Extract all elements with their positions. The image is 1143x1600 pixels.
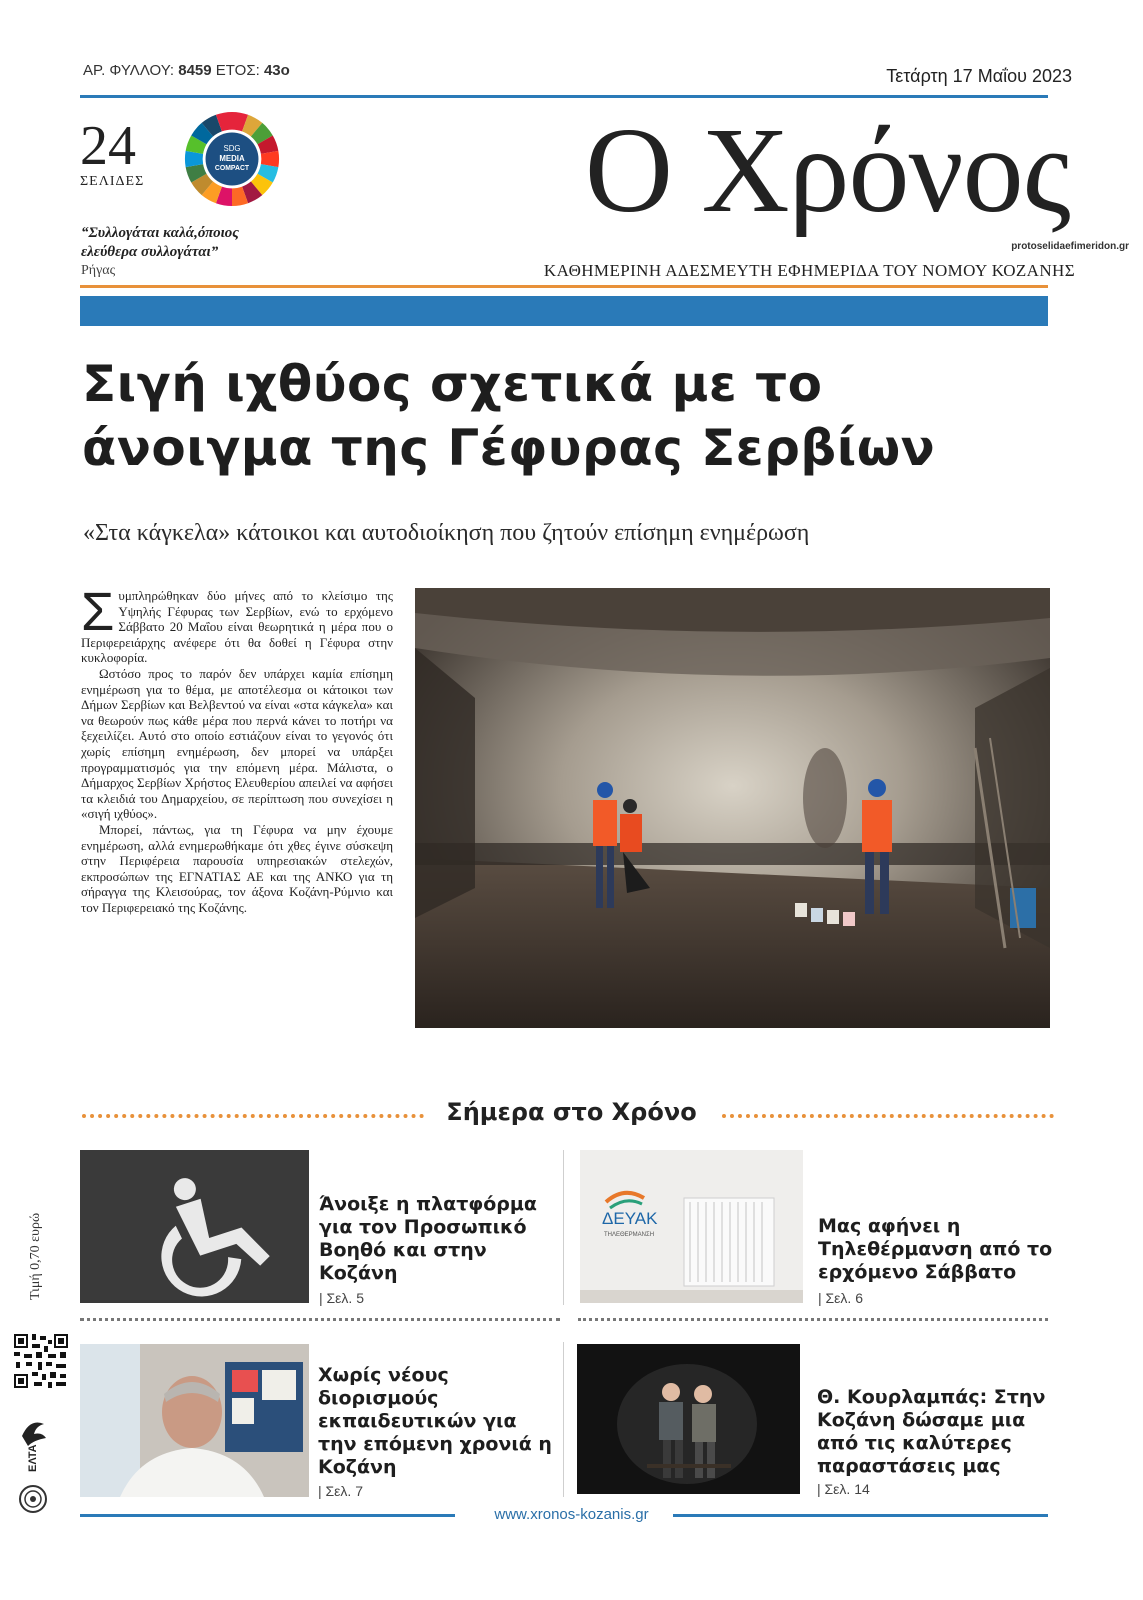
issue-info: ΑΡ. ΦΥΛΛΟΥ: 8459 ΕΤΟΣ: 43ο xyxy=(83,62,290,79)
teaser-1-page: | Σελ. 5 xyxy=(319,1290,364,1306)
teaser-3-photo xyxy=(80,1344,309,1497)
sdg-media-compact-logo xyxy=(183,110,281,208)
svg-text:SDG: SDG xyxy=(223,144,241,154)
lead-subheadline: «Στα κάγκελα» κάτοικοι και αυτοδιοίκηση που ζητούν επίσημη ενημέρωση xyxy=(83,520,810,546)
quote-author: Ρήγας xyxy=(81,263,116,278)
section-dots-right xyxy=(722,1114,1054,1118)
price-label: Τιμή 0,70 ευρώ xyxy=(28,1212,43,1300)
teaser-divider-top xyxy=(563,1150,564,1305)
elta-logo xyxy=(16,1416,50,1474)
article-paragraph: Μπορεί, πάντως, για τη Γέφυρα να μην έχουμε ενημέρωση, αλλά ενημερωθήκαμε ότι χθες έγινε σύσκεψη στην Περιφέρεια παρουσία υπηρεσιακών στελεχών, εκπροσώπων της ΕΓΝΑΤΙΑΣ ΑΕ και της ΑΝΚΟ για τη σήραγγα της Κλεισούρας, τον άξονα Κοζάνη-Ρύμνιο και τον Περιφερειακό της Κοζάνης. xyxy=(81,821,393,915)
svg-text:ΕΛΤΑ: ΕΛΤΑ xyxy=(27,1444,39,1472)
top-rule xyxy=(80,95,1048,98)
watermark: protoselidaefimeridon.gr xyxy=(1011,241,1129,252)
sdg-wheel xyxy=(185,112,279,206)
pages-count: 24 xyxy=(80,115,136,177)
article-paragraph: Ωστόσο προς το παρόν δεν υπάρχει καμία επίσημη ενημέρωση για το θέμα, με αποτέλεσμα οι κάτοικοι των Δήμων Σερβίων και Βελβεντού να είναι «στα κάγκελα» και να θεωρούν πως κάθε μέρα που περνά κάνει το ποτήρι να ξεχειλίζει. Αυτό στο οποίο εστιάζουν είναι το γεγονός ότι χωρίς επίσημη ενημέρωση, δεν μπορεί να υπάρξει προγραμματισμός για την επόμενη μέρα. Μάλιστα, ο Δήμαρχος Σερβίων Χρήστος Ελευθερίου απειλεί να αφήσει τα κλειδιά του Δημαρχείου, σε περίπτωση που συνεχίσει η «σιγή ιχθύος». xyxy=(81,665,393,822)
teaser-row-separator-right xyxy=(578,1318,1048,1321)
teaser-3-page: | Σελ. 7 xyxy=(318,1483,363,1499)
teaser-4-photo xyxy=(577,1344,800,1494)
drop-cap: Σ xyxy=(81,582,115,642)
teaser-4-title[interactable]: Θ. Κουρλαμπάς: Στην Κοζάνη δώσαμε μια από τις καλύτερες παραστάσεις μας xyxy=(817,1386,1046,1477)
newspaper-title: Ο Χρόνος xyxy=(584,103,1070,238)
lead-article-body xyxy=(81,582,393,915)
teaser-2-photo xyxy=(580,1150,803,1303)
svg-text:MEDIA: MEDIA xyxy=(219,153,245,163)
issue-date: Τετάρτη 17 Μαΐου 2023 xyxy=(886,66,1072,86)
teaser-divider-bottom xyxy=(563,1342,564,1497)
teaser-2-page: | Σελ. 6 xyxy=(818,1290,863,1306)
lead-photo xyxy=(415,588,1050,1028)
newspaper-tagline: ΚΑΘΗΜΕΡΙΝΗ ΑΔΕΣΜΕΥΤΗ ΕΦΗΜΕΡΙΔΑ ΤΟΥ ΝΟΜΟΥ ΚΟΖΑΝΗΣ xyxy=(543,261,1075,280)
svg-text:COMPACT: COMPACT xyxy=(214,164,250,172)
footer-website-link[interactable]: www.xronos-kozanis.gr xyxy=(494,1506,649,1523)
teaser-1-title[interactable]: Άνοιξε η πλατφόρμα για τον Προσωπικό Βοηθό και στην Κοζάνη xyxy=(319,1193,537,1284)
section-title: Σήμερα στο Χρόνο xyxy=(446,1098,697,1126)
teaser-1-photo xyxy=(80,1150,309,1303)
masthead-rule-orange xyxy=(80,285,1048,288)
qr-code-icon xyxy=(12,1332,70,1390)
article-paragraph: Συμπληρώθηκαν δύο μήνες από το κλείσιμο της Υψηλής Γέφυρας των Σερβίων, ενώ το ερχόμενο Σάββατο 20 Μαΐου είναι θεωρητικά η μέρα που ο Περιφερειάρχης ανέφερε ότι θα δοθεί η Γέφυρα στην κυκλοφορία. xyxy=(81,582,393,666)
masthead-rule-blue xyxy=(80,296,1048,326)
teaser-3-title[interactable]: Χωρίς νέους διορισμούς εκπαιδευτικών για την επόμενη χρονιά η Κοζάνη xyxy=(318,1364,552,1478)
masthead-quote: “Συλλογάται καλά,όποιος ελεύθερα συλλογάται” xyxy=(81,225,239,260)
teaser-2-title[interactable]: Μας αφήνει η Τηλεθέρμανση από το ερχόμενο Σάββατο xyxy=(818,1215,1053,1283)
pages-label: ΣΕΛΙΔΕΣ xyxy=(80,174,145,189)
teaser-4-page: | Σελ. 14 xyxy=(817,1481,870,1497)
svg-text:ΤΗΛΕΘΕΡΜΑΝΣΗ: ΤΗΛΕΘΕΡΜΑΝΣΗ xyxy=(604,1232,655,1238)
footer-rule-right xyxy=(673,1514,1048,1517)
lead-headline: Σιγή ιχθύος σχετικά με το άνοιγμα της Γέφυρας Σερβίων xyxy=(82,355,936,477)
svg-text:ΔΕΥΑΚ: ΔΕΥΑΚ xyxy=(602,1209,658,1228)
teaser-row-separator-left xyxy=(80,1318,560,1321)
